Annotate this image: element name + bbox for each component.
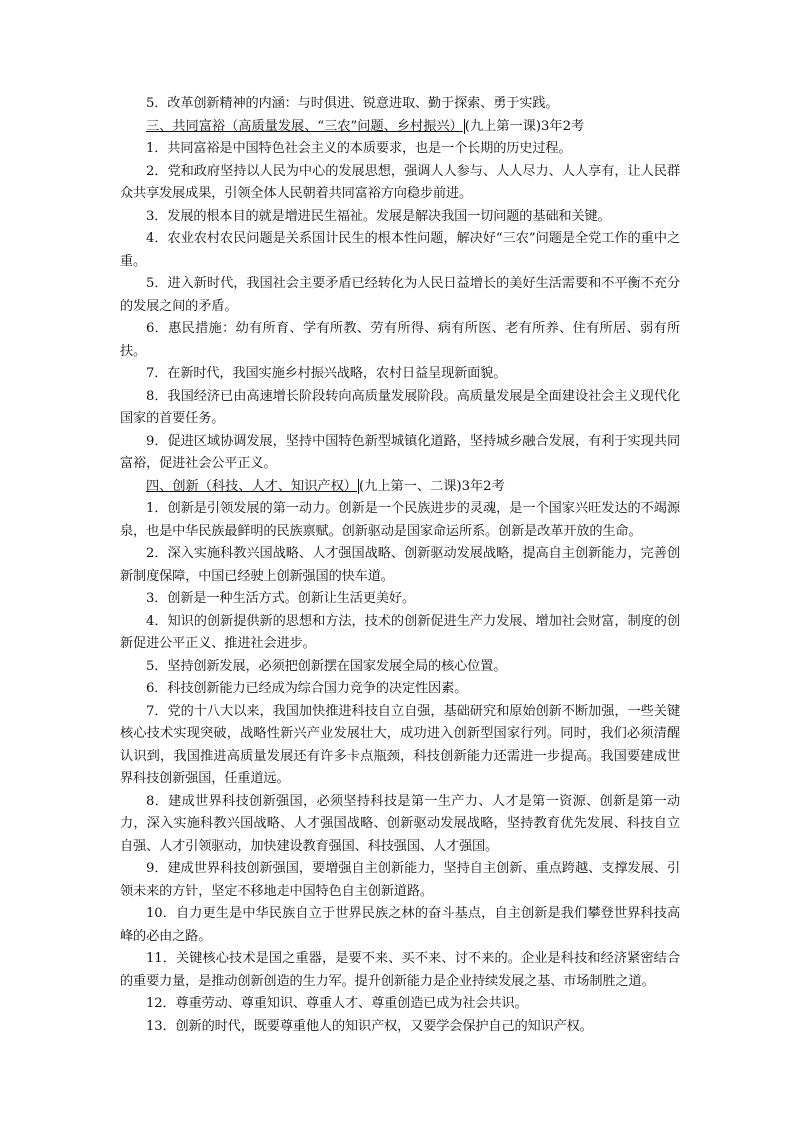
paragraph: 8．我国经济已由高速增长阶段转向高质量发展阶段。高质量发展是全面建设社会主义现代化国家的首要任务。 bbox=[120, 388, 680, 426]
section-heading-note: (九上第一、二课)3年2考 bbox=[359, 478, 505, 494]
paragraph: 6．惠民措施：幼有所育、学有所教、劳有所得、病有所医、老有所养、住有所居、弱有所扶。 bbox=[120, 321, 680, 359]
section-heading bbox=[120, 116, 680, 139]
paragraph: 9．促进区域协调发展，坚持中国特色新型城镇化道路，坚持城乡融合发展，有利于实现共同富裕，促进社会公平正义。 bbox=[120, 433, 680, 471]
document-body bbox=[120, 93, 680, 1038]
paragraph: 1．创新是引领发展的第一动力。创新是一个民族进步的灵魂，是一个国家兴旺发达的不竭源泉，也是中华民族最鲜明的民族禀赋。创新驱动是国家命运所系。创新是改革开放的生命。 bbox=[120, 501, 680, 539]
paragraph: 2．深入实施科教兴国战略、人才强国战略、创新驱动发展战略，提高自主创新能力，完善创新制度保障，中国已经驶上创新强国的快车道。 bbox=[120, 546, 680, 584]
paragraph: 1．共同富裕是中国特色社会主义的本质要求，也是一个长期的历史过程。 bbox=[146, 141, 572, 156]
paragraph: 12．尊重劳动、尊重知识、尊重人才、尊重创造已成为社会共识。 bbox=[146, 996, 528, 1011]
paragraph: 4．农业农村农民问题是关系国计民生的根本性问题，解决好“三农”问题是全党工作的重中之重。 bbox=[120, 231, 680, 269]
paragraph: 3．发展的根本目的就是增进民生福祉。发展是解决我国一切问题的基础和关键。 bbox=[146, 208, 611, 224]
section-heading-note: (九上第一课)3年2考 bbox=[464, 118, 585, 134]
paragraph: 3．创新是一种生活方式。创新让生活更美好。 bbox=[146, 591, 415, 606]
paragraph: 11．关键核心技术是国之重器，是要不来、买不来、讨不来的。企业是科技和经济紧密结合的重要力量，是推动创新创造的生力军。提升创新能力是企业持续发展之基、市场制胜之道。 bbox=[120, 951, 680, 989]
section-heading-title: 三、共同富裕（高质量发展、“三农”问题、乡村振兴） bbox=[146, 118, 463, 134]
paragraph: 7．在新时代，我国实施乡村振兴战略，农村日益呈现新面貌。 bbox=[146, 366, 507, 381]
section-heading-title: 四、创新（科技、人才、知识产权） bbox=[146, 478, 357, 494]
paragraph: 9．建成世界科技创新强国，要增强自主创新能力，坚持自主创新、重点跨越、支撑发展、引领未来的方针，坚定不移地走中国特色自主创新道路。 bbox=[120, 861, 680, 899]
paragraph: 10．自力更生是中华民族自立于世界民族之林的奋斗基点，自主创新是我们攀登世界科技高峰的必由之路。 bbox=[120, 906, 680, 944]
paragraph: 7．党的十八大以来，我国加快推进科技自立自强，基础研究和原始创新不断加强，一些关键核心技术实现突破，战略性新兴产业发展壮大，成功进入创新型国家行列。同时，我们必须清醒认识到，我国推进高质量发展还有许多卡点瓶颈，科技创新能力还需进一步提高。我国要建成世界科技创新强国，任重道远。 bbox=[120, 703, 680, 786]
paragraph: 13．创新的时代，既要尊重他人的知识产权，又要学会保护自己的知识产权。 bbox=[146, 1018, 593, 1034]
paragraph: 8．建成世界科技创新强国，必须坚持科技是第一生产力、人才是第一资源、创新是第一动力，深入实施科教兴国战略、人才强国战略、创新驱动发展战略，坚持教育优先发展、科技自立自强、人才引领驱动，加快建设教育强国、科技强国、人才强国。 bbox=[120, 793, 680, 854]
paragraph: 6．科技创新能力已经成为综合国力竞争的决定性因素。 bbox=[146, 681, 468, 696]
section-heading bbox=[120, 476, 680, 499]
paragraph: 2．党和政府坚持以人民为中心的发展思想，强调人人参与、人人尽力、人人享有，让人民群众共享发展成果，引领全体人民朝着共同富裕方向稳步前进。 bbox=[120, 163, 680, 201]
paragraph: 5．改革创新精神的内涵：与时俱进、锐意进取、勤于探索、勇于实践。 bbox=[146, 96, 559, 111]
paragraph: 5．坚持创新发展，必须把创新摆在国家发展全局的核心位置。 bbox=[146, 658, 507, 674]
paragraph: 4．知识的创新提供新的思想和方法，技术的创新促进生产力发展、增加社会财富，制度的创新促进公平正义、推进社会进步。 bbox=[120, 613, 680, 651]
paragraph: 5．进入新时代，我国社会主要矛盾已经转化为人民日益增长的美好生活需要和不平衡不充分的发展之间的矛盾。 bbox=[120, 276, 680, 314]
